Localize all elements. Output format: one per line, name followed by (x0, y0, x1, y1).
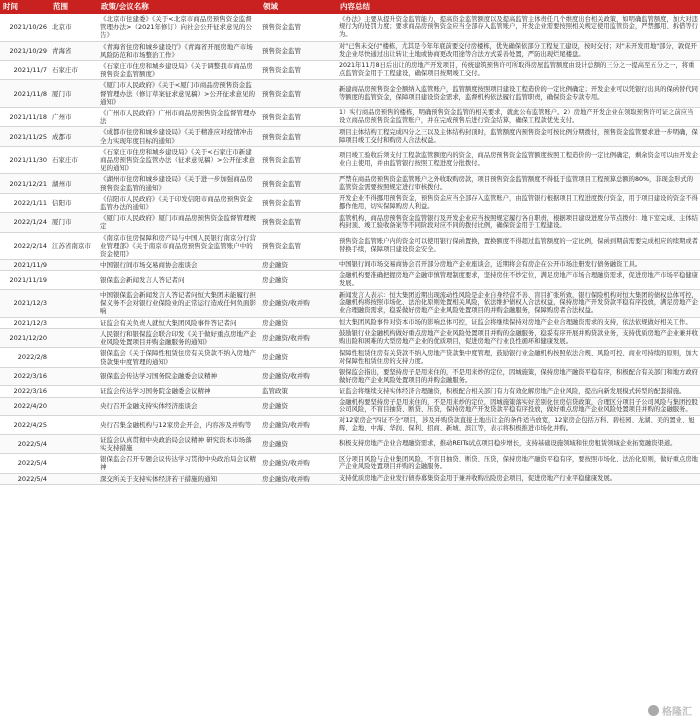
cell-policy: 证监会认真贯彻中央政治局会议精神 研究资本市场落实支持措施 (98, 434, 260, 453)
table-row (0, 473, 700, 484)
cell-field: 房企融资 (260, 397, 337, 416)
table-row (0, 317, 700, 328)
cell-policy: 银保监会《关于保障性租赁住房有关贷款不纳入房地产贷款集中度管理的通知》 (98, 348, 260, 367)
cell-field: 预售资金监管 (260, 232, 337, 260)
cell-date: 2022/3/16 (0, 386, 50, 397)
cell-field: 房企融资 (260, 434, 337, 453)
table-row (0, 348, 700, 367)
table-header (0, 0, 700, 14)
cell-content: 支持优质房地产企业发行债券募集资金用于兼并收购出险房企项目，促进房地产行业平稳健康发展。 (337, 473, 700, 484)
cell-content: 对12家房企"四证不全"项目，涉及并购贷款直接土地出让金的条件适当放宽，12家房企包括万科、碧桂园、龙湖、美的置业、旭辉、金地、中海、华润、保利、招商、新城、滨江等，表示将积极推进市场化并购。 (337, 416, 700, 435)
cell-field: 预售资金监管 (260, 146, 337, 174)
cell-content: 新建商品房预售资金全额纳入监管账户，监管额度按照项目建设工程造价的一定比例确定；开发企业可以凭银行出具的保函替代同等额度的监管资金，保障项目建设资金需求，监督机构依法履行监管职责，确保资金专款专用。 (337, 80, 700, 108)
cell-content: 监管机构、商品房预售资金监管银行及开发企业应当按照规定履行各自职责，根据项目建设进度分节点拨付：地下室完成、主体结构封顶、竣工验收备案等不同阶段对应不同的拨付比例，确保资金用于工程建设。 (337, 213, 700, 232)
table-row (0, 127, 700, 146)
cell-policy: 证监会传达学习国务院金融委会议精神 (98, 386, 260, 397)
cell-policy: 《湖州市住房和城乡建设局》《关于进一步加强商品房预售资金监管的通知》 (98, 174, 260, 193)
cell-field: 房企融资 (260, 317, 337, 328)
watermark-text: 格隆汇 (662, 707, 692, 718)
cell-policy: 央行召开金融支持实体经济座谈会 (98, 397, 260, 416)
cell-date: 2021/12/3 (0, 290, 50, 318)
cell-scope (50, 317, 98, 328)
cell-scope (50, 271, 98, 290)
cell-scope (50, 328, 98, 347)
table-row (0, 416, 700, 435)
header-row (0, 0, 700, 14)
table-row (0, 232, 700, 260)
cell-date: 2022/5/4 (0, 434, 50, 453)
cell-content: 1）实行商品房预售的楼栋，明确预售资金监管的相关要求，就此公布监管账户。2）房地产开发企业在领取预售许可证之前应当设立商品房预售资金监管账户，并在完成预售后进行资金结算，确保工程款优先支付。 (337, 108, 700, 127)
cell-date: 2022/1/24 (0, 213, 50, 232)
cell-scope: 北京市 (50, 14, 98, 41)
cell-policy: 《广州市人民政府》广州市商品房预售资金监督管理办法 (98, 108, 260, 127)
table-row (0, 80, 700, 108)
cell-field: 预售资金监管 (260, 213, 337, 232)
table-row (0, 61, 700, 80)
cell-policy: 《石家庄市住房和城乡建设局》《关于调整我市商品房预售资金监管额度》 (98, 61, 260, 80)
cell-scope (50, 416, 98, 435)
cell-content: 金融机构要坚持房子是用来住的，不是用来炒的定位，因城施策落实好差别化住房信贷政策，合理区分项目子公司风险与集团控股公司风险，不盲目抽贷、断贷、压贷，保持房地产开发贷款平稳有序投放，做好重点房地产企业风险处置项目并购的金融服务。 (337, 397, 700, 416)
cell-content: 证监会将继续支持实体经济合理融资，积极配合相关部门有力有效化解房地产企业风险，提出向新发展模式转型的配套措施。 (337, 386, 700, 397)
table-row (0, 146, 700, 174)
cell-field: 预售资金监管 (260, 108, 337, 127)
header-policy: 政策/会议名称 (98, 0, 260, 14)
watermark (648, 703, 692, 718)
cell-policy: 中国银行间市场交易商协会座谈会 (98, 260, 260, 271)
table-row (0, 108, 700, 127)
cell-scope: 江苏省南京市 (50, 232, 98, 260)
cell-content: 2021年11月8日后出让的房地产开发项目，传统建筑预售许可所取得房屋监管额度由设计总额的三分之一提高至五分之一，将重点监管资金用于工程建设，确保项目按期竣工交付。 (337, 61, 700, 80)
cell-policy: 中国银保监会新闻发言人答记者问恒大集团未能履行担保义务不会对银行业保险业的正常运行造成任何负面影响 (98, 290, 260, 318)
cell-scope: 信阳市 (50, 193, 98, 212)
cell-field: 房企融资/收并购 (260, 290, 337, 318)
cell-content: 中国银行间市场交易商协会召开部分房地产企业座谈会，近期将会有房企在公开市场注册发行债务融资工具。 (337, 260, 700, 271)
cell-scope (50, 348, 98, 367)
cell-field: 预售资金监管 (260, 127, 337, 146)
cell-date: 2022/3/16 (0, 367, 50, 386)
cell-policy: 央行召集金融机构与12家房企开会，内容涉及并购等 (98, 416, 260, 435)
cell-policy: 《青海省住房和城乡建设厅》《青海省开展房地产市场风险防范和市场整治工作》 (98, 41, 260, 60)
table-row (0, 328, 700, 347)
cell-scope: 广州市 (50, 108, 98, 127)
cell-field: 房企融资 (260, 260, 337, 271)
cell-policy: 《北京市住建委》《关于<北京市商品房预售资金监督管理办法>（2021年修订）向社会公开征求意见的公告》 (98, 14, 260, 41)
cell-field: 房企融资/收并购 (260, 367, 337, 386)
cell-content: 《办法》主要从提升资金监管能力，提高资金监管额度以及提高监管主体责任几个维度出台相关政策，如明确监管额度，加大对违规行为的处罚力度；要求商品房预售资金应当全部存入监管账户，开发企业需要按照相关规定使用监管资金，严禁挪用、拆借等行为。 (337, 14, 700, 41)
cell-scope (50, 397, 98, 416)
cell-content: 新闻发言人表示：恒大集团近期出现流动性风险是企业自身经营不善、盲目扩张所致，银行保险机构对恒大集团的债权总体可控，金融机构将按照市场化、法治化原则处置相关风险，依法维护债权人合法权益，保持房地产开发贷款平稳有序投放，满足房地产企业合理融资需求，稳妥做好房地产企业风险处置项目的并购金融服务，保障购房者合法权益。 (337, 290, 700, 318)
cell-policy: 证监会有关负责人就恒大集团风险事件答记者问 (98, 317, 260, 328)
cell-scope (50, 290, 98, 318)
cell-date: 2021/10/26 (0, 14, 50, 41)
cell-content: 恒大集团风险事件对资本市场的影响总体可控，证监会将继续保持对房地产企业合理融资需求的支持，依法依规做好相关工作。 (337, 317, 700, 328)
cell-content: 银保监会指出，要坚持房子是用来住的，不是用来炒的定位，因城施策，保持房地产融资平稳有序，积极配合有关部门和地方政府做好房地产企业风险处置项目的并购金融服务。 (337, 367, 700, 386)
cell-content: 金融机构要准确把握房地产金融审慎管理制度要求，坚持房住不炒定位，满足房地产市场合理融资需求，促进房地产市场平稳健康发展。 (337, 271, 700, 290)
cell-content: 鼓励银行业金融机构做好重点房地产企业风险处置项目并购的金融服务，稳妥有序开展并购贷款业务，支持优质房地产企业兼并收购出险和困难的大型房地产企业的优质项目，促进房地产行业良性循环和健康发展。 (337, 328, 700, 347)
cell-content: 开发企业不得挪用预售资金，预售资金应当全部存入监管账户，由监管银行根据项目工程进度拨付资金，用于项目建设的资金不得挪作他用，切实保障购房人利益。 (337, 193, 700, 212)
table-body (0, 14, 700, 484)
cell-scope: 青海省 (50, 41, 98, 60)
cell-scope: 厦门市 (50, 80, 98, 108)
cell-policy: 银保监会新闻发言人答记者问 (98, 271, 260, 290)
cell-date: 2021/11/30 (0, 146, 50, 174)
table-row (0, 397, 700, 416)
cell-field: 预售资金监管 (260, 14, 337, 41)
cell-policy: 《厦门市人民政府》厦门市商品房预售资金监督管理规定 (98, 213, 260, 232)
cell-field: 房企融资 (260, 271, 337, 290)
cell-date: 2022/5/4 (0, 454, 50, 473)
cell-content: 保障性租赁住房有关贷款不纳入房地产贷款集中度管理，鼓励银行业金融机构按照依法合规、风险可控、商业可持续的原则，加大对保障性租赁住房的支持力度。 (337, 348, 700, 367)
cell-policy: 深交所关于支持实体经济若干措施的通知 (98, 473, 260, 484)
cell-scope: 成都市 (50, 127, 98, 146)
cell-scope: 石家庄市 (50, 146, 98, 174)
table-row (0, 174, 700, 193)
cell-date: 2022/4/20 (0, 397, 50, 416)
header-date: 时间 (0, 0, 50, 14)
cell-date: 2021/12/20 (0, 328, 50, 347)
cell-date: 2021/11/8 (0, 80, 50, 108)
header-scope: 范围 (50, 0, 98, 14)
cell-field: 房企融资/收并购 (260, 328, 337, 347)
cell-date: 2021/10/29 (0, 41, 50, 60)
cell-content: 预售资金监管账户内的资金可以使用银行保函置换，置换额度不得超过监管额度的一定比例，保函到期前需要完成相应的续期或者替换手续，保障项目建设资金安全。 (337, 232, 700, 260)
cell-policy: 《信阳市人民政府》《关于印发信阳市商品房预售资金监管办法的通知》 (98, 193, 260, 212)
cell-field: 预售资金监管 (260, 174, 337, 193)
cell-field: 房企融资/收并购 (260, 473, 337, 484)
cell-scope (50, 434, 98, 453)
cell-date: 2021/11/19 (0, 271, 50, 290)
table-row (0, 367, 700, 386)
table-row (0, 193, 700, 212)
cell-policy: 银保监会传达学习国务院金融委会议精神 (98, 367, 260, 386)
cell-field: 预售资金监管 (260, 41, 337, 60)
cell-date: 2021/11/18 (0, 108, 50, 127)
cell-scope: 厦门市 (50, 213, 98, 232)
cell-field: 房企融资/收并购 (260, 454, 337, 473)
cell-policy: 《成都市住房和城乡建设局》《关于精准应对疫情冲击全力实现年度目标的通知》 (98, 127, 260, 146)
cell-policy: 《厦门市人民政府》《关于<厦门市商品房预售资金监督管理办法（修订草案征求意见稿）>公开征求意见的通知》 (98, 80, 260, 108)
cell-content: 区分项目风险与企业集团风险，不盲目抽贷、断贷、压贷，保持房地产融资平稳有序，要按照市场化、法治化原则，做好重点房地产企业风险处置项目并购的金融服务。 (337, 454, 700, 473)
cell-field: 预售资金监管 (260, 193, 337, 212)
cell-content: 积极支持房地产企业合理融资需求，推动REITs试点项目稳步增长，支持基础设施领域和住房租赁领域企业拓宽融资渠道。 (337, 434, 700, 453)
cell-date: 2021/11/25 (0, 127, 50, 146)
cell-date: 2021/12/3 (0, 317, 50, 328)
cell-date: 2022/2/8 (0, 348, 50, 367)
cell-field: 预售资金监管 (260, 80, 337, 108)
cell-scope (50, 260, 98, 271)
table-row (0, 290, 700, 318)
cell-date: 2022/4/25 (0, 416, 50, 435)
cell-field: 房企融资/收并购 (260, 416, 337, 435)
cell-scope: 石家庄市 (50, 61, 98, 80)
cell-content: 对"已售未交付"楼栋，尤其是今年年底前要交付房楼栋，优先确保依部分工程复工建设，按时交付；对"未开发用地"部分，敦促开发企业尽快通过出让转让土地或协商更改用途等合法方式妥善处置，严防出现烂尾楼盘。 (337, 41, 700, 60)
watermark-logo-icon (648, 705, 659, 716)
table-row (0, 41, 700, 60)
table-row (0, 434, 700, 453)
header-content: 内容总结 (337, 0, 700, 14)
cell-content: 项目主体结构工程完成四分之三以及主体结构封顶时，监管额度内预售资金可按比例分期拨付，预售资金监管要求进一步明确，保障项目竣工交付和购房人合法权益。 (337, 127, 700, 146)
table-row (0, 213, 700, 232)
cell-scope (50, 473, 98, 484)
cell-date: 2021/12/21 (0, 174, 50, 193)
cell-scope (50, 367, 98, 386)
table-row (0, 454, 700, 473)
cell-scope: 湖州市 (50, 174, 98, 193)
cell-date: 2022/1/11 (0, 193, 50, 212)
table-row (0, 260, 700, 271)
cell-date: 2021/11/9 (0, 260, 50, 271)
cell-date: 2022/5/4 (0, 473, 50, 484)
table-row (0, 271, 700, 290)
cell-policy: 银保监会召开专题会议传达学习贯彻中央政治局会议精神 (98, 454, 260, 473)
cell-field: 房企融资 (260, 348, 337, 367)
cell-scope (50, 386, 98, 397)
cell-policy: 《石家庄市住房和城乡建设局》《关于<石家庄市新建商品房预售资金监管办法（征求意见稿）>公开征求意见的通知》 (98, 146, 260, 174)
cell-policy: 《南京市住房保障和房产局与中国人民银行南京分行营业管理部》《关于南京市商品房预售资金监管账户中的资金使用》 (98, 232, 260, 260)
cell-content: 严禁在商品房预售资金监管账户之外收取购房款，项目预售资金监管额度不得低于监管项目工程预算总额的80%，非现金形式的监管资金需要按照规定进行审核拨付。 (337, 174, 700, 193)
cell-date: 2022/2/14 (0, 232, 50, 260)
header-field: 领域 (260, 0, 337, 14)
cell-scope (50, 454, 98, 473)
table-row (0, 386, 700, 397)
cell-policy: 人民银行和银保监会联合印发《关于做好重点房地产企业风险处置项目并购金融服务的通知》 (98, 328, 260, 347)
table-row (0, 14, 700, 41)
cell-content: 项目竣工验收后须支付工程款监管额度内的资金，商品房预售资金监管额度按照工程造价的一定比例确定，剩余资金可以由开发企业自主使用，并由监管银行按照工程进度分批拨付。 (337, 146, 700, 174)
cell-field: 监管政策 (260, 386, 337, 397)
cell-field: 预售资金监管 (260, 61, 337, 80)
cell-date: 2021/11/7 (0, 61, 50, 80)
